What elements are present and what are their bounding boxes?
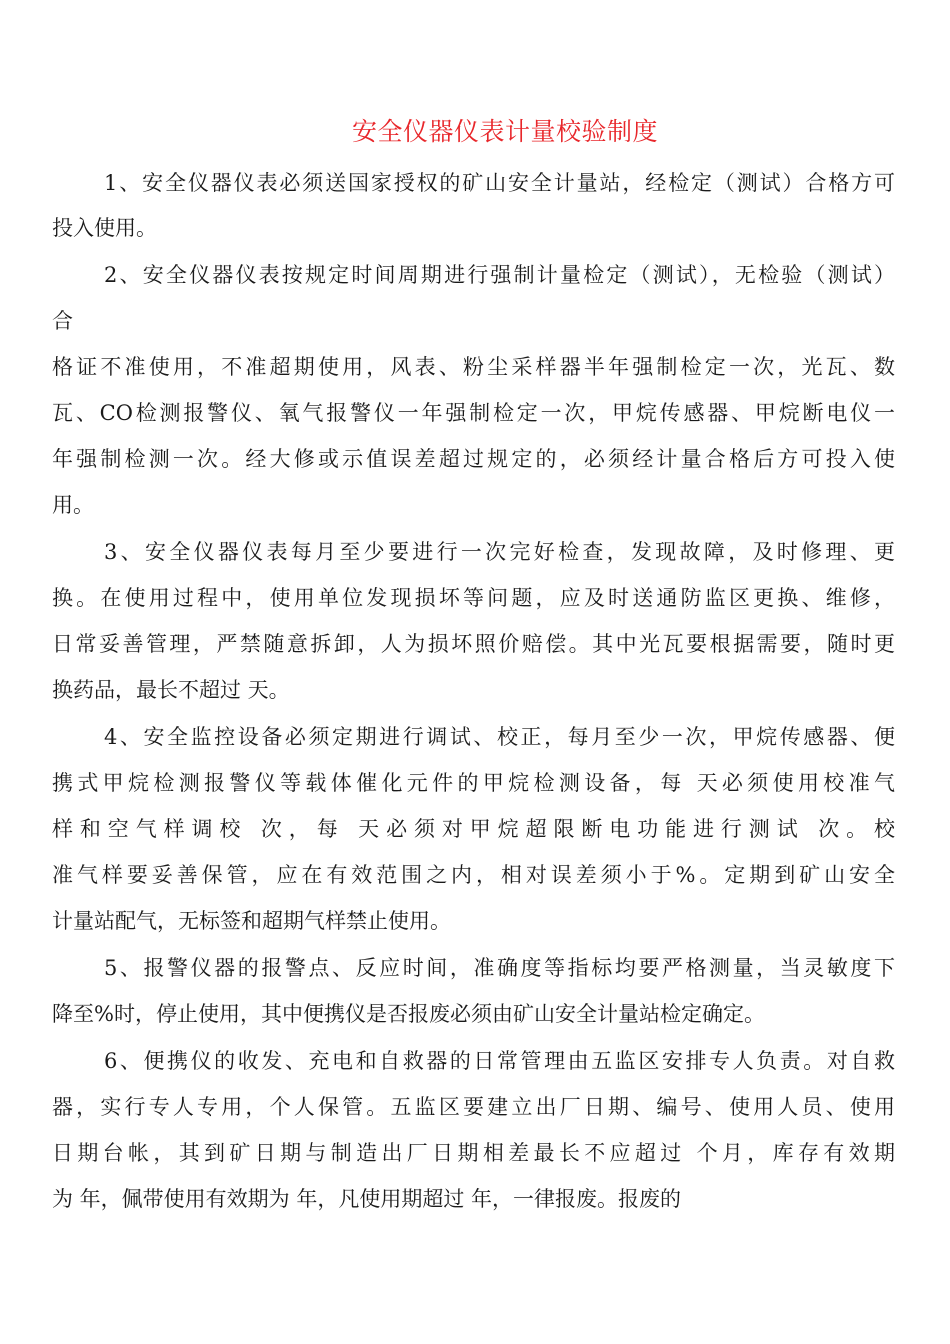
paragraph-5-line-1: 5、报警仪器的报警点、反应时间，准确度等指标均要严格测量，当灵敏度下 (104, 956, 895, 980)
paragraph-4-line-1: 4、安全监控设备必须定期进行调试、校正，每月至少一次，甲烷传感器、便 (104, 725, 895, 749)
paragraph-3-line-2: 换。在使用过程中，使用单位发现损坏等问题，应及时送通防监区更换、维修， (52, 586, 895, 610)
paragraph-3-line-1: 3、安全仪器仪表每月至少要进行一次完好检查，发现故障，及时修理、更 (104, 540, 895, 564)
paragraph-3-line-4: 换药品，最长不超过 天。 (52, 678, 290, 702)
paragraph-2-line-1: 2、安全仪器仪表按规定时间周期进行强制计量检定（测试），无检验（测试） (104, 263, 895, 287)
paragraph-6-line-4: 为 年，佩带使用有效期为 年，凡使用期超过 年，一律报废。报废的 (52, 1187, 682, 1211)
document-title: 安全仪器仪表计量校验制度 (351, 117, 658, 146)
paragraph-4-line-2: 携式甲烷检测报警仪等载体催化元件的甲烷检测设备，每 天必须使用校准气 (52, 771, 895, 795)
paragraph-6-line-3: 日期台帐，其到矿日期与制造出厂日期相差最长不应超过 个月，库存有效期 (52, 1141, 895, 1165)
paragraph-2-line-2: 合 (52, 309, 73, 333)
paragraph-5-line-2: 降至%时，停止使用，其中便携仪是否报废必须由矿山安全计量站检定确定。 (52, 1002, 765, 1026)
paragraph-6-line-2: 器，实行专人专用，个人保管。五监区要建立出厂日期、编号、使用人员、使用 (52, 1095, 895, 1119)
paragraph-2-line-5: 年强制检测一次。经大修或示值误差超过规定的，必须经计量合格后方可投入使 (52, 447, 895, 471)
paragraph-1-line-1: 1、安全仪器仪表必须送国家授权的矿山安全计量站，经检定（测试）合格方可 (104, 171, 895, 195)
paragraph-6-line-1: 6、便携仪的收发、充电和自救器的日常管理由五监区安排专人负责。对自救 (104, 1049, 895, 1073)
paragraph-4-line-3: 样和空气样调校 次，每 天必须对甲烷超限断电功能进行测试 次。校 (52, 817, 895, 841)
paragraph-2-line-6: 用。 (52, 493, 94, 517)
paragraph-1-line-2: 投入使用。 (52, 216, 157, 240)
paragraph-4-line-4: 准气样要妥善保管，应在有效范围之内，相对误差须小于%。定期到矿山安全 (52, 863, 895, 887)
paragraph-3-line-3: 日常妥善管理，严禁随意拆卸，人为损坏照价赔偿。其中光瓦要根据需要，随时更 (52, 632, 895, 656)
paragraph-2-line-3: 格证不准使用，不准超期使用，风表、粉尘采样器半年强制检定一次，光瓦、数 (52, 355, 895, 379)
paragraph-4-line-5: 计量站配气，无标签和超期气样禁止使用。 (52, 909, 451, 933)
paragraph-2-line-4: 瓦、CO检测报警仪、氧气报警仪一年强制检定一次，甲烷传感器、甲烷断电仪一 (52, 401, 895, 425)
